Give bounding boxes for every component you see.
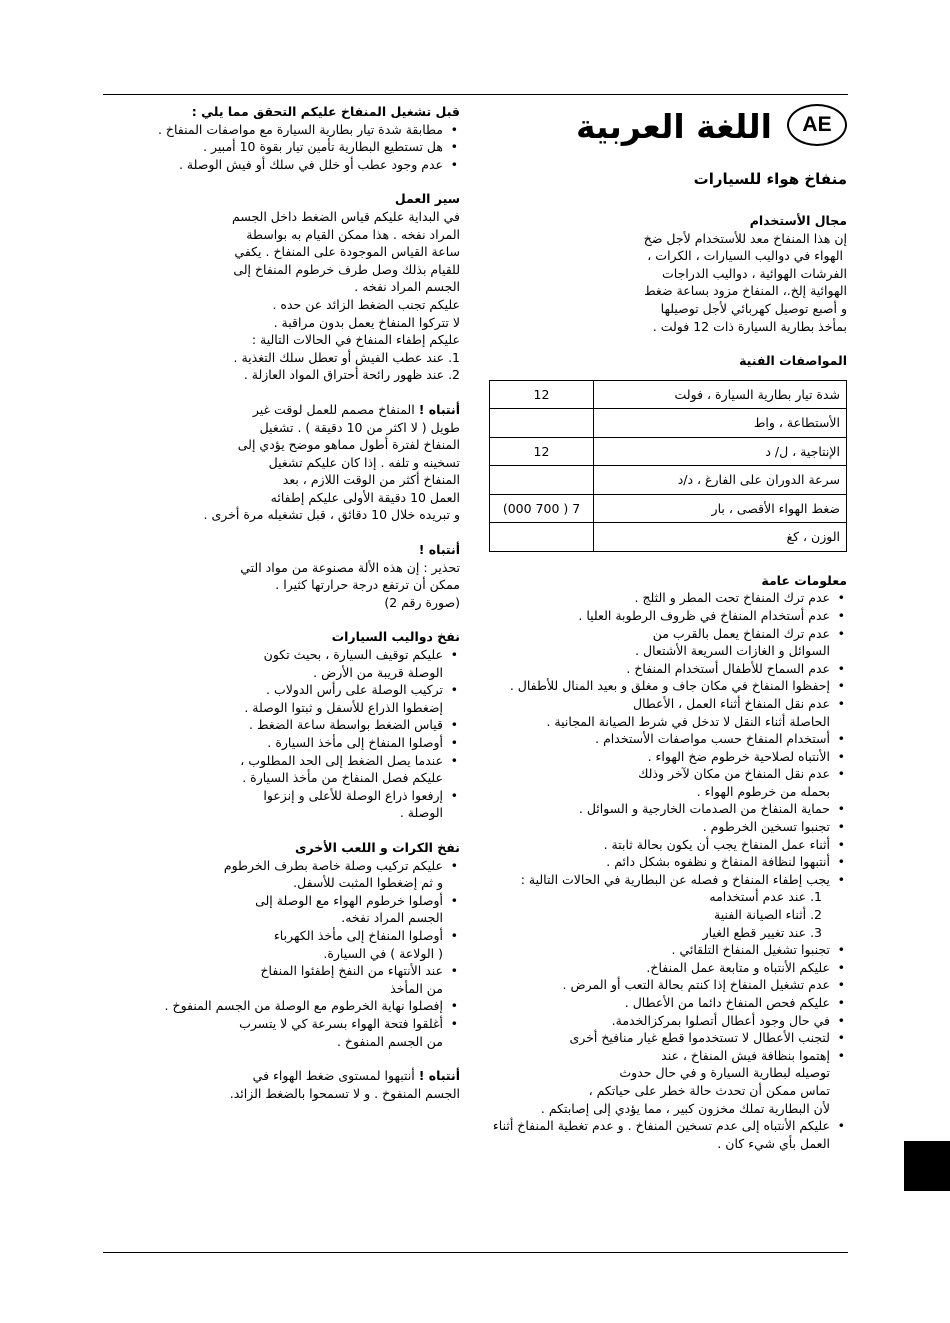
- general-item-line: • أثناء عمل المنفاخ يجب أن يكون بحالة ثابتة .: [603, 836, 830, 852]
- usage-line: الهواء في دواليب السيارات ، الكرات ،: [647, 248, 843, 264]
- general-item-line: توصيله لبطارية السيارة و في حال حدوث: [619, 1065, 830, 1081]
- before-list: [100, 121, 460, 174]
- general-item-line: • عدم تشغيل المنفاخ إذا كنتم بحالة التعب أو المرض .: [562, 977, 830, 993]
- general-item-line: السوائل و الغازات السريعة الأشتعال .: [635, 643, 830, 659]
- general-item: [487, 994, 847, 1012]
- balls-item: [100, 892, 460, 927]
- spec-row: [490, 409, 847, 438]
- general-item-line: • حماية المنفاخ من الصدمات الخارجية و السوائل .: [578, 801, 830, 817]
- usage-line: الفرشات الهوائية ، دواليب الدراجات: [662, 265, 847, 281]
- warning1-line: المنفاخ لفترة أطول مماهو موضح يؤدي إلى: [237, 437, 460, 453]
- spec-value: [490, 466, 594, 495]
- warning1-first: المنفاخ مصمم للعمل لوقت غير: [252, 401, 419, 417]
- warning2-heading: أنتباه !: [418, 542, 460, 558]
- left-column: [100, 103, 460, 1102]
- spec-label: الإنتاجية ، ل/ د: [594, 437, 847, 466]
- general-item: [487, 589, 847, 607]
- general-item-line: • عدم ترك المنفاخ يعمل بالقرب من: [652, 625, 830, 641]
- operation-line: المراد نفخه . هذا ممكن القيام به بواسطة: [246, 226, 460, 242]
- warning3-text: [100, 1085, 460, 1103]
- warning3-first: أنتبهوا لمستوى ضغط الهواء في: [252, 1068, 419, 1084]
- balls-item-line: من الجسم المنفوخ .: [336, 1033, 443, 1049]
- spec-label: ضغط الهواء الأقصى ، بار: [594, 494, 847, 523]
- general-item-line: • عدم نقل المنفاخ أثناء العمل ، الأعطال: [632, 695, 830, 711]
- balls-item: [100, 857, 460, 892]
- tires-heading: نفخ دواليب السيارات: [331, 629, 460, 645]
- tires-item: [100, 734, 460, 752]
- tires-item: [100, 752, 460, 787]
- general-item: [487, 677, 847, 695]
- balls-item-line: ( الولاعة ) في السيارة.: [323, 945, 443, 961]
- general-item: [487, 800, 847, 818]
- tires-item-line: • تركيب الوصلة على رأس الدولاب .: [266, 682, 443, 698]
- tires-item-line: إضغطوا الذراع للأسفل و ثبتوا الوصلة .: [244, 699, 443, 715]
- usage-line: إن هذا المنفاخ معد للأستخدام لأجل ضخ: [643, 230, 847, 246]
- tires-item: [100, 716, 460, 734]
- operation-line: 2. عند ظهور رائحة أحتراق المواد العازلة .: [243, 367, 460, 383]
- general-item-line: بحمله من خرطوم الهواء .: [696, 783, 830, 799]
- operation-line: عليكم إطفاء المنفاخ في الحالات التالية :: [251, 332, 460, 348]
- warning1-line: طويل ( لا اكثر من 10 دقيقة ) . تشغيل: [259, 419, 460, 435]
- balls-item-line: • أوصلوا المنفاخ إلى مأخذ الكهرباء: [273, 927, 443, 943]
- general-item: [487, 941, 847, 959]
- general-item: [487, 660, 847, 678]
- spec-row: [490, 494, 847, 523]
- page-title: اللغة العربية: [575, 107, 772, 146]
- before-heading: قبل تشغيل المنفاخ عليكم التحقق مما يلي :: [191, 104, 460, 119]
- tires-item-line: • قياس الضغط بواسطة ساعة الضغط .: [249, 717, 443, 733]
- tires-list: [100, 646, 460, 822]
- spec-row: [490, 437, 847, 466]
- general-item: [487, 748, 847, 766]
- general-item-line: • عدم أستخدام المنفاخ في ظروف الرطوبة العليا .: [578, 607, 830, 623]
- balls-item-line: الجسم المراد نفخه.: [341, 910, 443, 926]
- balls-list: [100, 857, 460, 1051]
- general-item: [487, 871, 847, 889]
- general-item: [487, 625, 847, 660]
- bottom-rule: [103, 1252, 848, 1253]
- general-item-line: • إهتموا بنظافة فيش المنفاخ ، عند: [661, 1047, 830, 1063]
- balls-item: [100, 1015, 460, 1050]
- general-item-line: • يجب إطفاء المنفاخ و فصله عن البطارية في الحالات التالية :: [520, 871, 830, 887]
- warning1-line: المنفاخ أكثر من الوقت اللازم ، بعد: [282, 472, 460, 488]
- general-item-line: تماس ممكن أن تحدث حالة خطر على حياتكم ،: [588, 1082, 830, 1098]
- general-item-line: الحاصلة أثناء النقل لا تدخل في شرط الصيانة المجانية .: [546, 713, 830, 729]
- tires-item-line: • عندما يصل الضغط إلى الحد المطلوب ،: [240, 752, 443, 768]
- general-item-line: • في حال وجود أعطال أتصلوا بمركزالخدمة.: [611, 1012, 830, 1028]
- spec-value: [490, 523, 594, 552]
- balls-item-line: • عند الأنتهاء من النفخ إطفئوا المنفاخ: [260, 963, 443, 979]
- warning2-text: [100, 559, 460, 612]
- general-item-line: • عليكم فحص المنفاخ دائما من الأعطال .: [624, 995, 830, 1010]
- balls-item-line: و ثم إضغطوا المثبت للأسفل.: [293, 875, 443, 891]
- general-item: [487, 1012, 847, 1030]
- general-item: [487, 695, 847, 730]
- general-item-line: • أستخدام المنفاخ حسب مواصفات الأستخدام .: [595, 731, 830, 747]
- operation-line: في البداية عليكم قياس الضغط داخل الجسم: [232, 208, 460, 224]
- general-list-continued: [487, 941, 847, 1152]
- warning1-label: أنتباه !: [418, 401, 460, 417]
- general-item: [487, 1047, 847, 1117]
- operation-line: للقيام بذلك وصل طرف خرطوم المنفاخ إلى: [233, 261, 460, 277]
- general-item: [487, 1029, 847, 1047]
- general-item: [487, 836, 847, 854]
- warning3-first-line: [100, 1067, 460, 1085]
- general-numbered-list: [487, 888, 847, 941]
- warning1-line: العمل 10 دقيقة الأولى عليكم إطفائه: [270, 489, 460, 505]
- right-column: [487, 212, 847, 1152]
- spec-label: الوزن ، كغ: [594, 523, 847, 552]
- tires-item: [100, 787, 460, 822]
- warning3-label: أنتباه !: [418, 1068, 460, 1084]
- warning3-line: الجسم المنفوخ . و لا تسمحوا بالضغط الزائد.: [229, 1085, 460, 1101]
- general-item-line: • عدم ترك المنفاخ تحت المطر و الثلج .: [634, 590, 830, 606]
- header: [547, 104, 847, 154]
- balls-item-line: • أوصلوا خرطوم الهواء مع الوصلة إلى: [255, 892, 443, 908]
- spec-value: 7 ( 700 000): [490, 494, 594, 523]
- balls-item: [100, 997, 460, 1015]
- general-item-line: • أنتبهوا لنظافة المنفاخ و نظفوه بشكل دائم .: [606, 854, 830, 870]
- before-item: • هل تستطيع البطارية تأمين تيار بقوة 10 أمبير .: [100, 138, 460, 156]
- general-item: [487, 607, 847, 625]
- balls-item: [100, 962, 460, 997]
- operation-line: الجسم المراد نفخه .: [354, 279, 460, 295]
- spec-row: [490, 523, 847, 552]
- general-item: [487, 959, 847, 977]
- tires-item-line: • أوصلوا المنفاخ إلى مأخذ السيارة .: [267, 735, 443, 750]
- warning1-first-line: [100, 401, 460, 419]
- general-item: [487, 976, 847, 994]
- spec-row: [490, 380, 847, 409]
- usage-line: و أصبع توصيل كهربائي لأجل توصيلها: [660, 300, 847, 316]
- general-item: [487, 1117, 847, 1152]
- general-item: [487, 730, 847, 748]
- general-item: [487, 765, 847, 800]
- general-item-line: • عليكم الأنتباه و متابعة عمل المنفاخ.: [646, 959, 830, 975]
- language-badge: AE: [787, 104, 847, 146]
- spec-value: 12: [490, 437, 594, 466]
- top-rule: [103, 94, 848, 95]
- tires-item-line: الوصلة .: [399, 805, 443, 821]
- general-list: [487, 589, 847, 888]
- before-item: • مطابقة شدة تيار بطارية السيارة مع مواصفات المنفاخ .: [100, 121, 460, 139]
- page-edge-tab: [904, 1141, 950, 1191]
- before-item: • عدم وجود عطب أو خلل في سلك أو فيش الوصلة .: [100, 156, 460, 174]
- general-item-line: • تجنبوا تشغيل المنفاخ التلقائي .: [671, 942, 830, 958]
- general-item-line: • إحفظوا المنفاخ في مكان جاف و مغلق و بعيد المنال للأطفال .: [509, 678, 830, 694]
- tires-item-line: الوصلة قريبة من الأرض .: [313, 664, 443, 680]
- tires-item-line: عليكم فصل المنفاخ من مأخذ السيارة .: [242, 770, 443, 786]
- spec-label: شدة تيار بطارية السيارة ، فولت: [594, 380, 847, 409]
- numbered-item: 2. أثناء الصيانة الفنية: [714, 907, 822, 923]
- warning1-text: [100, 419, 460, 525]
- usage-line: الهوائية إلخ.، المنفاخ مزود بساعة ضغط: [644, 283, 847, 299]
- warning1-line: تسخينه و تلفه . إذا كان عليكم تشغيل: [268, 454, 460, 470]
- spec-row: [490, 466, 847, 495]
- operation-heading: سير العمل: [394, 191, 460, 207]
- operation-text: [100, 208, 460, 384]
- general-item-line: • لتجنب الأعطال لا تستخدموا قطع غيار منافيخ أخرى: [569, 1030, 830, 1046]
- operation-line: لا تتركوا المنفاخ يعمل بدون مراقبة .: [273, 314, 460, 330]
- specs-heading: المواصفات الفنية: [739, 353, 847, 369]
- specs-table: [489, 380, 847, 552]
- general-item-line: العمل بأي شيء كان .: [717, 1135, 830, 1151]
- general-item-line: • تجنبوا تسخين الخرطوم .: [702, 819, 830, 835]
- numbered-item: 1. عند عدم أستخدامه: [709, 889, 822, 905]
- balls-heading: نفخ الكرات و اللعب الأخرى: [295, 839, 460, 855]
- general-heading: معلومات عامة: [761, 572, 847, 588]
- tires-item: [100, 646, 460, 681]
- spec-label: سرعة الدوران على الفارغ ، د/د: [594, 466, 847, 495]
- balls-item-line: • أغلقوا فتحة الهواء بسرعة كي لا يتسرب: [239, 1015, 443, 1031]
- product-title: منفاخ هواء للسيارات: [693, 170, 847, 188]
- operation-line: 1. عند عطب الفيش أو تعطل سلك التغذية .: [233, 349, 460, 365]
- balls-item-line: من المأخذ: [390, 980, 443, 996]
- usage-line: بمأخذ بطارية السيارة ذات 12 فولت .: [652, 318, 847, 334]
- spec-value: [490, 409, 594, 438]
- spec-value: 12: [490, 380, 594, 409]
- general-item-line: • عدم السماح للأطفال أستخدام المنفاخ .: [626, 660, 830, 676]
- numbered-item: 3. عند تغيير قطع الغيار: [702, 924, 822, 940]
- general-item-line: • عليكم الأنتباه إلى عدم تسخين المنفاخ . و عدم تغطية المنفاخ أثناء: [492, 1118, 830, 1134]
- warning1-line: و تبريده خلال 10 دقائق ، قبل تشغيله مرة أخرى .: [203, 507, 460, 523]
- warning2-line: تحذير : إن هذه الألة مصنوعة من مواد التي: [240, 559, 460, 575]
- warning2-line: ممكن أن ترتفع درجة حرارتها كثيرا .: [275, 577, 460, 593]
- balls-item-line: • إفصلوا نهاية الخرطوم مع الوصلة من الجسم المنفوخ .: [164, 998, 443, 1014]
- warning2-line: (صورة رقم 2): [384, 594, 460, 610]
- general-item-line: • عدم نقل المنفاخ من مكان لآخر وذلك: [638, 766, 830, 782]
- balls-item-line: • عليكم تركيب وصلة خاصة بطرف الخرطوم: [223, 857, 443, 873]
- operation-line: عليكم تجنب الضغط الزائد عن حده .: [272, 296, 460, 312]
- usage-text: [487, 230, 847, 336]
- usage-heading: مجال الأستخدام: [749, 213, 847, 228]
- operation-line: ساعة القياس الموجودة على المنفاخ . يكفي: [234, 244, 460, 260]
- tires-item: [100, 681, 460, 716]
- general-item-line: • الأنتباه لصلاحية خرطوم ضخ الهواء .: [647, 748, 830, 764]
- tires-item-line: • عليكم توقيف السيارة ، بحيث تكون: [263, 647, 443, 663]
- tires-item-line: • إرفعوا ذراع الوصلة للأعلى و إنزعوا: [263, 787, 443, 803]
- general-item: [487, 853, 847, 871]
- balls-item: [100, 927, 460, 962]
- general-item-line: لأن البطارية تملك مخزون كبير ، مما يؤدي إلى إصابتكم .: [540, 1100, 830, 1116]
- spec-label: الأستطاعة ، واط: [594, 409, 847, 438]
- general-item: [487, 818, 847, 836]
